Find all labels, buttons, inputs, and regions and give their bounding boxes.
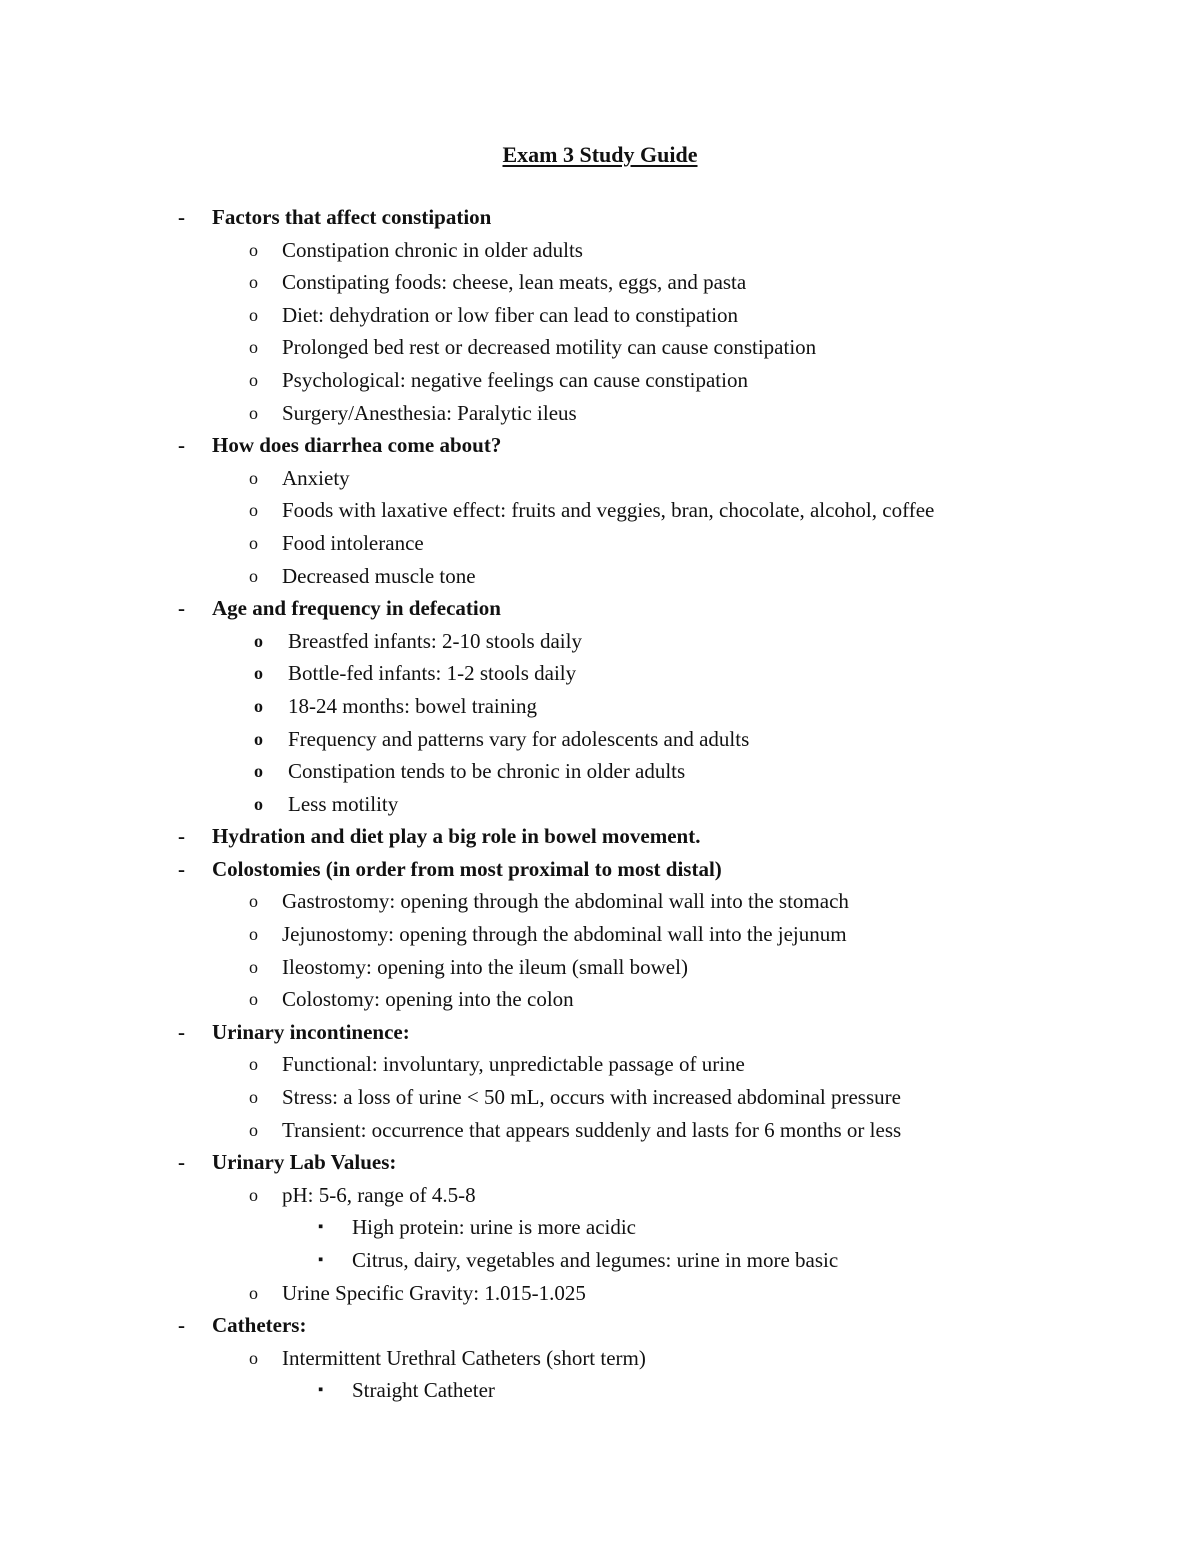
list-item-text: Hydration and diet play a big role in bowel movement. — [212, 824, 701, 849]
list-item-level-2 — [0, 983, 1200, 1016]
list-item-text: Colostomies (in order from most proximal to most distal) — [212, 856, 722, 881]
list-item-text: Functional: involuntary, unpredictable passage of urine — [282, 1052, 745, 1077]
list-item-level-2 — [0, 299, 1200, 332]
list-item-level-2 — [0, 527, 1200, 560]
list-item-text: Catheters: — [212, 1313, 307, 1338]
list-item-text: Anxiety — [282, 465, 350, 490]
list-item-level-2 — [0, 1048, 1200, 1081]
bullet-marker: o — [249, 1119, 258, 1140]
page-title: Exam 3 Study Guide — [502, 142, 698, 167]
list-item-level-2 — [0, 951, 1200, 984]
list-item-text: Bottle-fed infants: 1-2 stools daily — [288, 661, 577, 686]
bullet-marker: o — [254, 728, 263, 749]
bullet-marker: o — [254, 793, 263, 814]
bullet-marker: - — [178, 596, 185, 621]
list-item-level-1 — [0, 429, 1200, 462]
list-item-level-2 — [0, 1114, 1200, 1147]
list-item-level-2b — [0, 657, 1200, 690]
bullet-marker: o — [249, 1054, 258, 1075]
list-item-text: Foods with laxative effect: fruits and veggies, bran, chocolate, alcohol, coffee — [282, 498, 935, 523]
bullet-marker: - — [178, 1150, 185, 1175]
list-item-text: How does diarrhea come about? — [212, 433, 502, 458]
list-item-level-1 — [0, 1016, 1200, 1049]
bullet-marker: o — [249, 467, 258, 488]
list-item-text: pH: 5-6, range of 4.5-8 — [282, 1182, 476, 1207]
bullet-marker: o — [249, 402, 258, 423]
list-item-text: Psychological: negative feelings can cause constipation — [282, 367, 748, 392]
list-item-text: Decreased muscle tone — [282, 563, 476, 588]
list-item-level-2 — [0, 331, 1200, 364]
list-item-level-3 — [0, 1244, 1200, 1277]
list-item-level-2 — [0, 918, 1200, 951]
list-item-text: Intermittent Urethral Catheters (short term) — [282, 1345, 646, 1370]
list-item-level-2 — [0, 266, 1200, 299]
list-item-text: Factors that affect constipation — [212, 205, 492, 229]
list-item-level-2 — [0, 234, 1200, 267]
list-item-text: Constipation tends to be chronic in older adults — [288, 759, 686, 784]
bullet-marker: o — [249, 565, 258, 586]
bullet-marker: o — [249, 532, 258, 553]
list-item-text: Citrus, dairy, vegetables and legumes: urine in more basic — [352, 1248, 839, 1272]
bullet-marker: o — [249, 239, 258, 260]
bullet-marker: o — [254, 695, 263, 716]
list-item-level-2 — [0, 397, 1200, 430]
list-item-level-2 — [0, 1179, 1200, 1212]
list-item-text: Urinary incontinence: — [212, 1019, 410, 1044]
list-item-text: Prolonged bed rest or decreased motility can cause constipation — [282, 335, 817, 360]
list-item-text: Straight Catheter — [352, 1378, 495, 1403]
bullet-marker: o — [249, 1087, 258, 1108]
bullet-marker: o — [249, 304, 258, 325]
list-item-text: Breastfed infants: 2-10 stools daily — [288, 628, 582, 653]
list-item-text: 18-24 months: bowel training — [288, 693, 538, 718]
list-item-level-3 — [0, 1211, 1200, 1244]
list-item-text: Diet: dehydration or low fiber can lead to constipation — [282, 302, 739, 327]
list-item-level-1 — [0, 820, 1200, 853]
list-item-text: Constipating foods: cheese, lean meats, eggs, and pasta — [282, 270, 747, 295]
list-item-text: Surgery/Anesthesia: Paralytic ileus — [282, 400, 577, 425]
bullet-marker: o — [249, 924, 258, 945]
bullet-marker: o — [254, 663, 263, 684]
list-item-level-2b — [0, 690, 1200, 723]
list-item-level-2 — [0, 462, 1200, 495]
bullet-marker: o — [249, 1282, 258, 1303]
bullet-marker: - — [178, 1313, 185, 1338]
list-item-level-2 — [0, 885, 1200, 918]
list-item-level-2 — [0, 1081, 1200, 1114]
bullet-marker: o — [249, 1184, 258, 1205]
list-item-level-1 — [0, 1146, 1200, 1179]
bullet-marker: - — [178, 205, 185, 229]
list-item-text: High protein: urine is more acidic — [352, 1215, 637, 1240]
list-item-level-2b — [0, 755, 1200, 788]
bullet-marker: o — [254, 630, 263, 651]
list-item-text: Frequency and patterns vary for adolescents and adults — [288, 726, 750, 751]
list-item-level-1 — [0, 592, 1200, 625]
list-item-text: Colostomy: opening into the colon — [282, 987, 574, 1012]
list-item-level-1 — [0, 201, 1200, 234]
outline-list — [0, 201, 1200, 1407]
bullet-marker: - — [178, 856, 185, 881]
list-item-level-2b — [0, 625, 1200, 658]
bullet-marker: o — [249, 337, 258, 358]
list-item-level-2 — [0, 494, 1200, 527]
list-item-level-2b — [0, 723, 1200, 756]
bullet-marker: - — [178, 1019, 185, 1044]
bullet-marker: o — [249, 272, 258, 293]
bullet-marker: o — [249, 369, 258, 390]
list-item-text: Urine Specific Gravity: 1.015-1.025 — [282, 1280, 586, 1305]
bullet-marker: o — [249, 891, 258, 912]
list-item-text: Transient: occurrence that appears suddenly and lasts for 6 months or less — [282, 1117, 902, 1142]
list-item-level-1 — [0, 853, 1200, 886]
list-item-level-3 — [0, 1374, 1200, 1407]
bullet-marker: - — [178, 824, 185, 849]
list-item-text: Age and frequency in defecation — [212, 596, 501, 621]
bullet-marker: o — [249, 956, 258, 977]
bullet-marker: - — [178, 433, 185, 458]
list-item-level-2b — [0, 788, 1200, 821]
list-item-level-2 — [0, 1277, 1200, 1310]
list-item-text: Jejunostomy: opening through the abdominal wall into the jejunum — [282, 922, 847, 947]
list-item-text: Ileostomy: opening into the ileum (small bowel) — [282, 954, 688, 979]
list-item-text: Stress: a loss of urine < 50 mL, occurs with increased abdominal pressure — [282, 1085, 901, 1110]
bullet-marker: o — [249, 989, 258, 1010]
list-item-text: Urinary Lab Values: — [212, 1150, 397, 1175]
list-item-level-1 — [0, 1309, 1200, 1342]
bullet-marker: ▪ — [318, 1252, 324, 1268]
list-item-text: Constipation chronic in older adults — [282, 237, 583, 262]
bullet-marker: ▪ — [318, 1219, 324, 1236]
list-item-text: Food intolerance — [282, 530, 424, 555]
bullet-marker: o — [254, 761, 263, 782]
bullet-marker: o — [249, 500, 258, 521]
list-item-level-2 — [0, 1342, 1200, 1375]
bullet-marker: ▪ — [318, 1382, 324, 1399]
list-item-level-2 — [0, 560, 1200, 593]
list-item-text: Less motility — [288, 791, 399, 816]
list-item-level-2 — [0, 364, 1200, 397]
list-item-text: Gastrostomy: opening through the abdominal wall into the stomach — [282, 889, 849, 914]
bullet-marker: o — [249, 1347, 258, 1368]
